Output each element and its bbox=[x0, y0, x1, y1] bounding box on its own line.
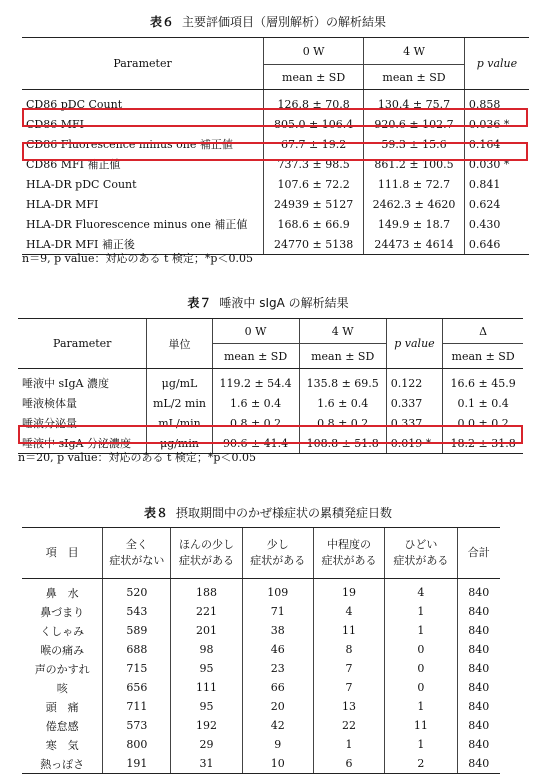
table8-cell: 4 bbox=[385, 579, 457, 603]
table7-header-meansd-0w: mean ± SD bbox=[212, 344, 299, 369]
table7-w4: 1.6 ± 0.4 bbox=[299, 393, 386, 413]
table-row bbox=[22, 716, 500, 735]
table8-cell: 19 bbox=[313, 579, 384, 603]
table8-header-moderate: 中程度の 症状がある bbox=[313, 528, 384, 579]
table-row bbox=[18, 369, 523, 394]
table8-title: 摂取期間中のかぜ様症状の累積発症日数 bbox=[176, 506, 393, 520]
table6-w0: 24939 ± 5127 bbox=[264, 194, 364, 214]
table8-cell: 1 bbox=[385, 602, 457, 621]
table6-p: 0.858 bbox=[464, 90, 529, 115]
table6-param: HLA-DR Fluorescence minus one 補正値 bbox=[26, 218, 248, 231]
table8-cell: 0 bbox=[385, 659, 457, 678]
table7-number: 表７ bbox=[187, 296, 212, 310]
table8-item: 鼻 水 bbox=[45, 586, 79, 600]
table8-cell: 98 bbox=[171, 640, 242, 659]
table8-cell: 46 bbox=[242, 640, 313, 659]
table6-param: HLA-DR pDC Count bbox=[26, 177, 137, 191]
table8-cell: 0 bbox=[385, 678, 457, 697]
table8-cell: 22 bbox=[313, 716, 384, 735]
table7-p: 0.019 * bbox=[386, 433, 442, 454]
table6-w4: 59.3 ± 15.6 bbox=[364, 134, 465, 154]
table6-w0: 24770 ± 5138 bbox=[264, 234, 364, 255]
table7-header-meansd-4w: mean ± SD bbox=[299, 344, 386, 369]
table8-cell: 840 bbox=[457, 697, 500, 716]
table8-cell: 7 bbox=[313, 678, 384, 697]
table7-header-pvalue: p value bbox=[386, 319, 442, 369]
table8-cell: 2 bbox=[385, 754, 457, 774]
table-row bbox=[22, 659, 500, 678]
table7-header-4w: 4 W bbox=[299, 319, 386, 344]
table8-cell: 109 bbox=[242, 579, 313, 603]
table6-param: CD86 MFI bbox=[26, 117, 84, 131]
table6-param: CD86 MFI 補正値 bbox=[26, 158, 121, 171]
table8-cell: 201 bbox=[171, 621, 242, 640]
table7-w4: 135.8 ± 69.5 bbox=[299, 369, 386, 394]
table7-w4: 0.8 ± 0.2 bbox=[299, 413, 386, 433]
table-row bbox=[22, 621, 500, 640]
table7-title: 唾液中 sIgA の解析結果 bbox=[219, 296, 349, 310]
table7-unit: μg/mL bbox=[147, 369, 212, 394]
table-row bbox=[22, 735, 500, 754]
table8-cell: 188 bbox=[171, 579, 242, 603]
table8-header-severe: ひどい 症状がある bbox=[385, 528, 457, 579]
table-row bbox=[22, 678, 500, 697]
table8-cell: 6 bbox=[313, 754, 384, 774]
table8-cell: 95 bbox=[171, 659, 242, 678]
table6-w4: 149.9 ± 18.7 bbox=[364, 214, 465, 234]
table8-cell: 10 bbox=[242, 754, 313, 774]
table7 bbox=[18, 318, 523, 454]
table6 bbox=[22, 37, 529, 255]
table-row bbox=[18, 393, 523, 413]
table6-w4: 24473 ± 4614 bbox=[364, 234, 465, 255]
table7-p: 0.122 bbox=[386, 369, 442, 394]
table6-w4: 111.8 ± 72.7 bbox=[364, 174, 465, 194]
table6-param: CD86 pDC Count bbox=[26, 97, 123, 111]
table6-p: 0.164 bbox=[464, 134, 529, 154]
table8-cell: 1 bbox=[313, 735, 384, 754]
table8-cell: 840 bbox=[457, 716, 500, 735]
table7-p: 0.337 bbox=[386, 413, 442, 433]
table6-header-0w: 0 W bbox=[264, 38, 364, 65]
table6-number: 表６ bbox=[149, 15, 174, 29]
table7-unit: μg/min bbox=[147, 433, 212, 454]
table8-cell: 0 bbox=[385, 640, 457, 659]
table8-cell: 11 bbox=[313, 621, 384, 640]
table8-cell: 111 bbox=[171, 678, 242, 697]
table8-header-none: 全く 症状がない bbox=[103, 528, 171, 579]
table8-cell: 1 bbox=[385, 697, 457, 716]
table6-w4: 2462.3 ± 4620 bbox=[364, 194, 465, 214]
table7-delta: 18.2 ± 31.8 bbox=[443, 433, 523, 454]
table8-cell: 800 bbox=[103, 735, 171, 754]
table8-cell: 221 bbox=[171, 602, 242, 621]
table-row bbox=[22, 754, 500, 774]
table8-cell: 715 bbox=[103, 659, 171, 678]
table7-w0: 90.6 ± 41.4 bbox=[212, 433, 299, 454]
table8-cell: 840 bbox=[457, 621, 500, 640]
table8-item: 倦怠感 bbox=[45, 719, 79, 733]
table8-header-little: 少し 症状がある bbox=[242, 528, 313, 579]
table8-number: 表８ bbox=[143, 506, 168, 520]
table6-header-pvalue: p value bbox=[464, 38, 529, 90]
table8-cell: 42 bbox=[242, 716, 313, 735]
table7-param: 唾液検体量 bbox=[22, 397, 77, 410]
table7-note: n＝20, p value：対応のある t 検定；*p＜0.05 bbox=[18, 451, 256, 464]
table8-cell: 13 bbox=[313, 697, 384, 716]
table8-caption bbox=[0, 504, 536, 521]
table8-cell: 840 bbox=[457, 754, 500, 774]
table6-header-meansd-0w: mean ± SD bbox=[264, 65, 364, 90]
table8-header-item: 項 目 bbox=[22, 528, 103, 579]
table8-cell: 688 bbox=[103, 640, 171, 659]
table7-delta: 0.0 ± 0.2 bbox=[443, 413, 523, 433]
table6-w0: 737.3 ± 98.5 bbox=[264, 154, 364, 174]
table6-w0: 805.0 ± 106.4 bbox=[264, 114, 364, 134]
table-row bbox=[18, 413, 523, 433]
table-row bbox=[22, 90, 529, 115]
table6-w0: 126.8 ± 70.8 bbox=[264, 90, 364, 115]
table-row bbox=[22, 697, 500, 716]
table6-p: 0.036 * bbox=[464, 114, 529, 134]
table7-header-unit: 単位 bbox=[147, 319, 212, 369]
table6-param: CD86 Fluorescence minus one 補正値 bbox=[26, 138, 233, 151]
table8-cell: 840 bbox=[457, 735, 500, 754]
table8-cell: 9 bbox=[242, 735, 313, 754]
table7-w0: 1.6 ± 0.4 bbox=[212, 393, 299, 413]
table8-cell: 192 bbox=[171, 716, 242, 735]
table6-caption bbox=[0, 13, 536, 30]
table-row bbox=[22, 114, 529, 134]
table8-cell: 8 bbox=[313, 640, 384, 659]
table-row bbox=[22, 134, 529, 154]
table-row bbox=[22, 194, 529, 214]
table-row bbox=[22, 174, 529, 194]
table6-p: 0.646 bbox=[464, 234, 529, 255]
table8-cell: 95 bbox=[171, 697, 242, 716]
table7-delta: 16.6 ± 45.9 bbox=[443, 369, 523, 394]
table8-cell: 840 bbox=[457, 659, 500, 678]
table-row bbox=[22, 154, 529, 174]
table8-item: 頭 痛 bbox=[45, 700, 79, 714]
table8-cell: 1 bbox=[385, 621, 457, 640]
table8-cell: 543 bbox=[103, 602, 171, 621]
table8-cell: 573 bbox=[103, 716, 171, 735]
table8-cell: 23 bbox=[242, 659, 313, 678]
table6-header-parameter: Parameter bbox=[22, 38, 264, 90]
table7-param: 唾液中 sIgA 濃度 bbox=[22, 377, 109, 390]
table-row bbox=[22, 602, 500, 621]
table8 bbox=[22, 527, 500, 774]
table6-p: 0.030 * bbox=[464, 154, 529, 174]
table7-header-delta: Δ bbox=[443, 319, 523, 344]
table6-w4: 130.4 ± 75.7 bbox=[364, 90, 465, 115]
table7-param: 唾液中 sIgA 分泌濃度 bbox=[18, 433, 147, 454]
table6-param: HLA-DR MFI 補正後 bbox=[22, 234, 264, 255]
table6-w4: 920.6 ± 102.7 bbox=[364, 114, 465, 134]
table6-header-4w: 4 W bbox=[364, 38, 465, 65]
table8-cell: 840 bbox=[457, 640, 500, 659]
table8-cell: 4 bbox=[313, 602, 384, 621]
table7-caption bbox=[0, 294, 536, 311]
table6-note: n＝9, p value：対応のある t 検定；*p＜0.05 bbox=[22, 252, 253, 265]
table7-header-parameter: Parameter bbox=[18, 319, 147, 369]
table6-w0: 168.6 ± 66.9 bbox=[264, 214, 364, 234]
table6-p: 0.430 bbox=[464, 214, 529, 234]
table8-cell: 656 bbox=[103, 678, 171, 697]
table8-cell: 1 bbox=[385, 735, 457, 754]
table8-header-total: 合計 bbox=[457, 528, 500, 579]
table8-item: 喉の痛み bbox=[40, 643, 85, 657]
table6-w0: 107.6 ± 72.2 bbox=[264, 174, 364, 194]
table7-unit: mL/2 min bbox=[147, 393, 212, 413]
table8-cell: 71 bbox=[242, 602, 313, 621]
table8-cell: 31 bbox=[171, 754, 242, 774]
table8-cell: 38 bbox=[242, 621, 313, 640]
table8-item: 声のかすれ bbox=[34, 662, 90, 676]
table-row bbox=[22, 214, 529, 234]
table7-w0: 0.8 ± 0.2 bbox=[212, 413, 299, 433]
table8-cell: 11 bbox=[385, 716, 457, 735]
table8-cell: 840 bbox=[457, 678, 500, 697]
table8-cell: 589 bbox=[103, 621, 171, 640]
table7-unit: mL/min bbox=[147, 413, 212, 433]
table8-cell: 840 bbox=[457, 579, 500, 603]
table6-header-meansd-4w: mean ± SD bbox=[364, 65, 465, 90]
table8-cell: 20 bbox=[242, 697, 313, 716]
table6-p: 0.624 bbox=[464, 194, 529, 214]
table8-cell: 29 bbox=[171, 735, 242, 754]
table-row bbox=[22, 579, 500, 603]
table7-w4: 108.8 ± 51.8 bbox=[299, 433, 386, 454]
table8-cell: 66 bbox=[242, 678, 313, 697]
table6-w4: 861.2 ± 100.5 bbox=[364, 154, 465, 174]
table8-cell: 191 bbox=[103, 754, 171, 774]
table6-param: HLA-DR MFI bbox=[26, 197, 99, 211]
table8-item: 熱っぽさ bbox=[22, 754, 103, 774]
table8-body bbox=[22, 579, 500, 774]
table7-param: 唾液分泌量 bbox=[22, 417, 77, 430]
table8-item: くしゃみ bbox=[40, 624, 85, 638]
table8-item: 鼻づまり bbox=[40, 605, 85, 619]
table7-header-meansd-delta: mean ± SD bbox=[443, 344, 523, 369]
table8-cell: 840 bbox=[457, 602, 500, 621]
table-row bbox=[22, 640, 500, 659]
table8-item: 寒 気 bbox=[45, 738, 79, 752]
table8-cell: 7 bbox=[313, 659, 384, 678]
table6-p: 0.841 bbox=[464, 174, 529, 194]
table8-cell: 711 bbox=[103, 697, 171, 716]
table7-header-0w: 0 W bbox=[212, 319, 299, 344]
table8-cell: 520 bbox=[103, 579, 171, 603]
table7-delta: 0.1 ± 0.4 bbox=[443, 393, 523, 413]
table7-p: 0.337 bbox=[386, 393, 442, 413]
table8-header-slight: ほんの少し 症状がある bbox=[171, 528, 242, 579]
table6-w0: 67.7 ± 19.2 bbox=[264, 134, 364, 154]
table7-w0: 119.2 ± 54.4 bbox=[212, 369, 299, 394]
table8-item: 咳 bbox=[56, 681, 68, 695]
table6-title: 主要評価項目（層別解析）の解析結果 bbox=[182, 15, 387, 29]
